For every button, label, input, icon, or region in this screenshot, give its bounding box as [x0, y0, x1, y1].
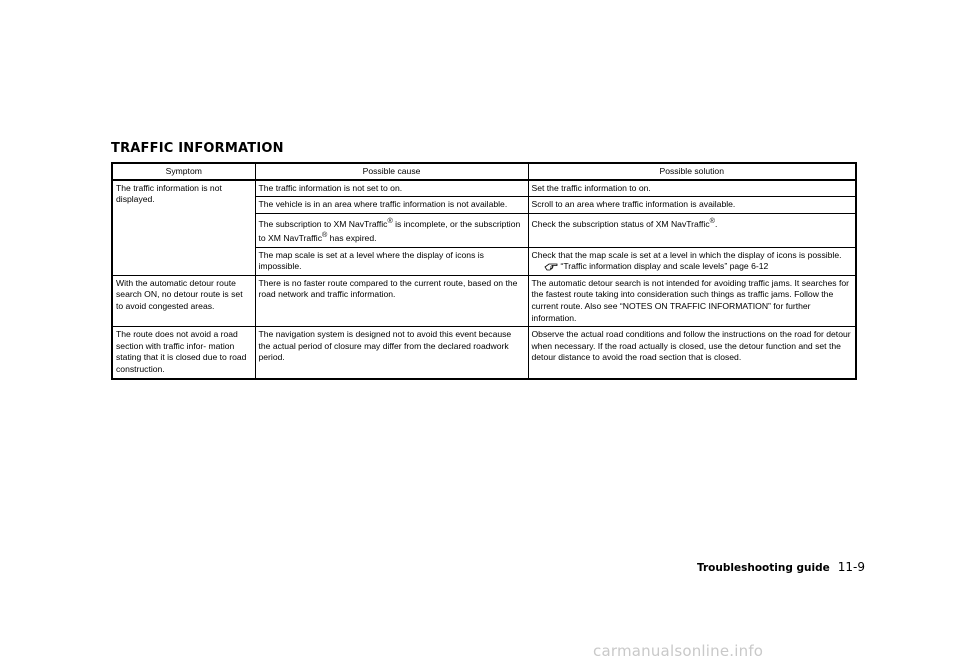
- table-row: [112, 275, 856, 326]
- table-header-row: [112, 163, 856, 180]
- solution-cell: [528, 247, 856, 275]
- cause-cell: The traffic information is not set to on.: [255, 180, 528, 197]
- page-footer: [697, 560, 865, 574]
- registered-mark: ®: [709, 216, 715, 225]
- section-title: TRAFFIC INFORMATION: [111, 141, 284, 156]
- solution-cell: Observe the actual road conditions and follow the instructions on the road for detour when necessary. If the road actually is closed, use the detour function and set the detour distance to avoid the road section that is closed.: [528, 327, 856, 379]
- troubleshooting-table: [111, 162, 857, 380]
- page-reference-text: “Traffic information display and scale levels” page 6-12: [560, 261, 769, 272]
- table-row: [112, 327, 856, 379]
- cause-cell: There is no faster route compared to the current route, based on the road network and traffic information.: [255, 275, 528, 326]
- solution-text: Check that the map scale is set at a level in which the display of icons is possible.: [531, 249, 842, 260]
- footer-section-label: Troubleshooting guide: [697, 562, 830, 574]
- troubleshooting-table-container: [111, 162, 855, 380]
- page-number: 11-9: [837, 560, 865, 574]
- solution-text-part: .: [714, 218, 718, 229]
- page-reference: [532, 261, 853, 273]
- solution-cell: [528, 213, 856, 247]
- table-row: [112, 180, 856, 197]
- watermark: carmanualsonline.info: [593, 642, 764, 660]
- solution-cell: The automatic detour search is not intended for avoiding traffic jams. It searches for the fastest route taking into consideration such things as traffic jams. Follow the current route. Also see “NOTES ON TRAFFIC INFORMATION” for further information.: [528, 275, 856, 326]
- symptom-cell: The traffic information is not displayed.: [112, 180, 255, 276]
- pointing-hand-icon: [544, 261, 558, 271]
- cause-cell: [255, 213, 528, 247]
- registered-mark: ®: [387, 216, 393, 225]
- cause-cell: The vehicle is in an area where traffic information is not available.: [255, 197, 528, 214]
- symptom-cell: With the automatic detour route search ON, no detour route is set to avoid congested areas.: [112, 275, 255, 326]
- symptom-cell: The route does not avoid a road section with traffic infor- mation stating that it is closed due to road construction.: [112, 327, 255, 379]
- cause-cell: The map scale is set at a level where the display of icons is impossible.: [255, 247, 528, 275]
- header-possible-solution: Possible solution: [528, 163, 856, 180]
- solution-text-part: Check the subscription status of XM NavTraffic: [531, 218, 710, 229]
- cause-cell: The navigation system is designed not to avoid this event because the actual period of closure may differ from the declared roadwork period.: [255, 327, 528, 379]
- solution-cell: Set the traffic information to on.: [528, 180, 856, 197]
- cause-text-part: The subscription to XM NavTraffic: [258, 218, 388, 229]
- cause-text-part: has expired.: [327, 233, 377, 244]
- header-symptom: Symptom: [112, 163, 255, 180]
- cause-text-part: is incomplete, or the subscription to XM NavTraffic: [258, 218, 521, 244]
- header-possible-cause: Possible cause: [255, 163, 528, 180]
- solution-cell: Scroll to an area where traffic information is available.: [528, 197, 856, 214]
- registered-mark: ®: [322, 231, 328, 240]
